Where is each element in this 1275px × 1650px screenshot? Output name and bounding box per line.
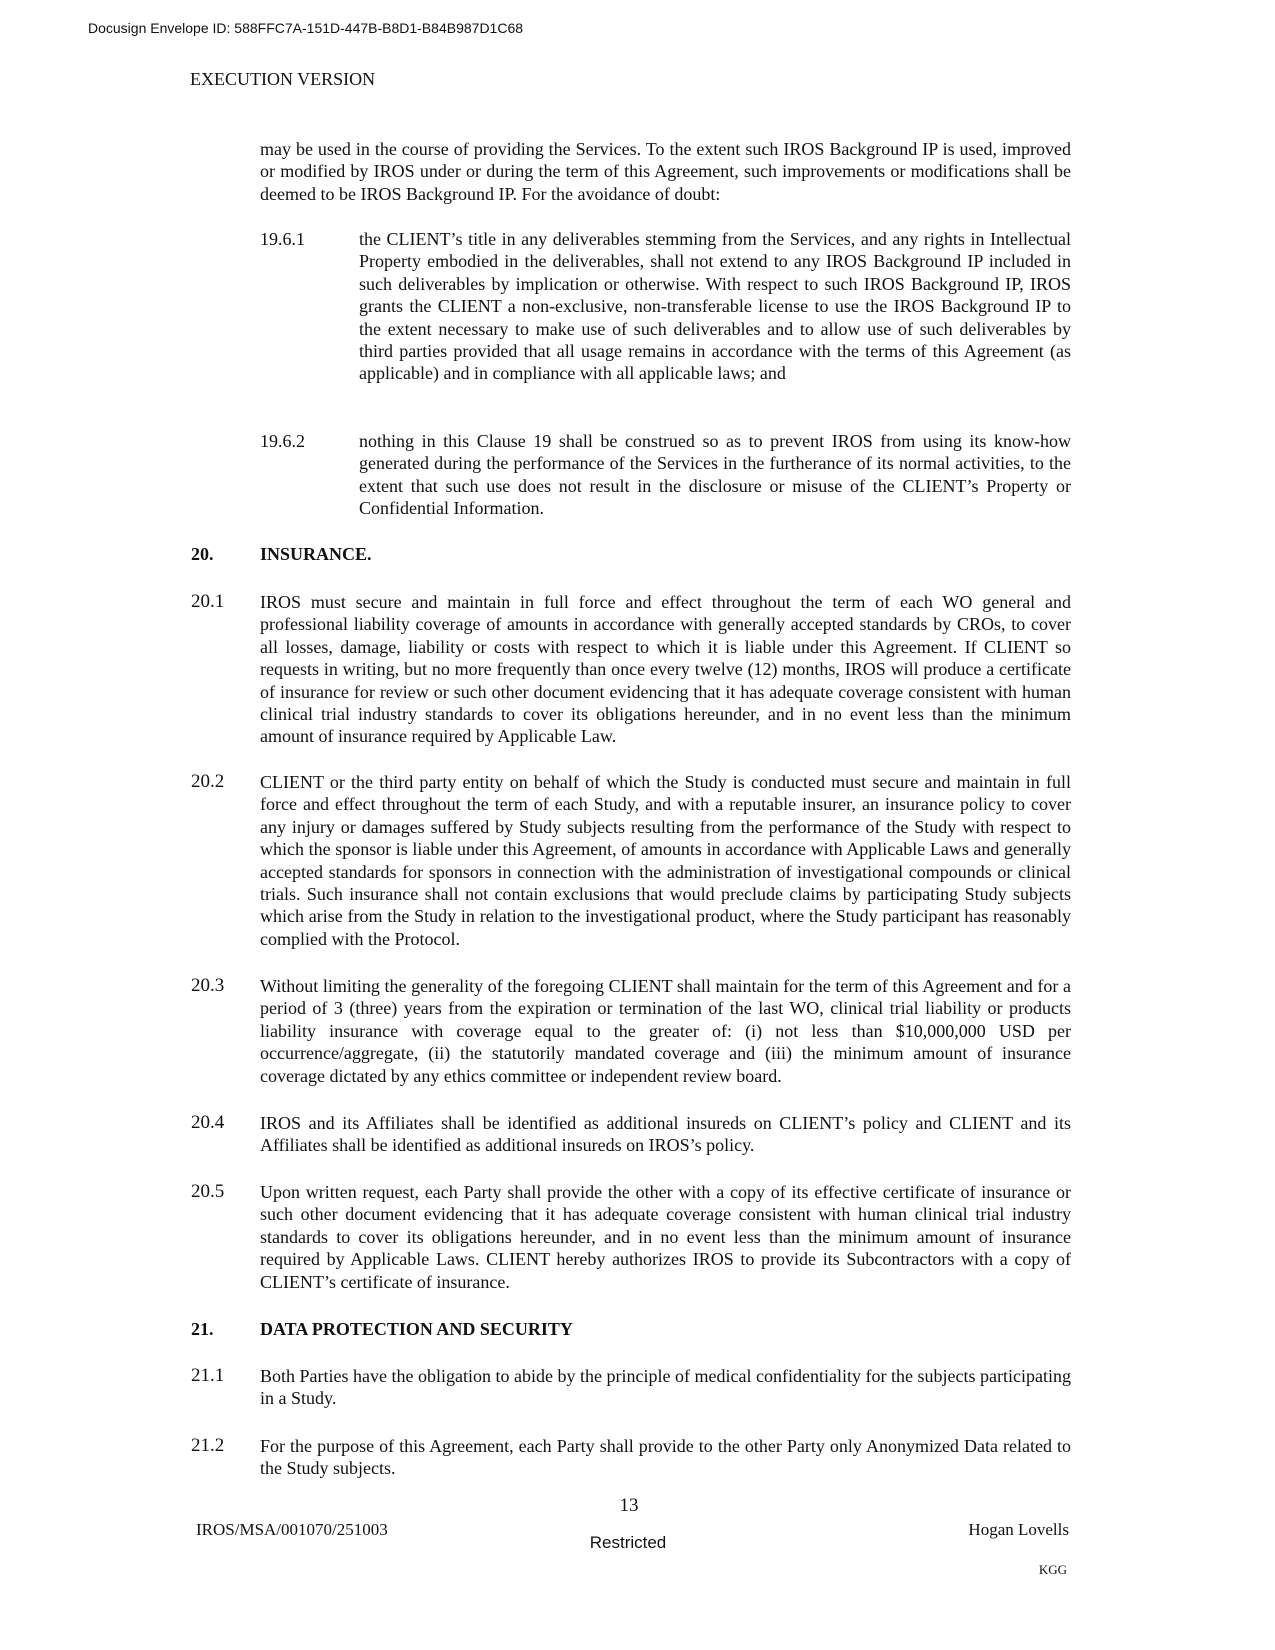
document-version-header: EXECUTION VERSION — [190, 69, 376, 89]
intro-paragraph: may be used in the course of providing the Services. To the extent such IROS Background IP is used, improved or modified by IROS under or during the term of this Agreement, such improvements or modifications shall be deemed to be IROS Background IP. For the avoidance of doubt: — [260, 139, 1071, 204]
clause-text: Upon written request, each Party shall provide the other with a copy of its effective certificate of insurance or such other document evidencing that it has adequate coverage consistent with human clinical trial industry standards to cover its obligations hereunder, and in no event less than the minimum amount of insurance required by Applicable Laws. CLIENT hereby authorizes IROS to provide its Subcontractors with a copy of CLIENT’s certificate of insurance. — [260, 1182, 1071, 1292]
clause-text: CLIENT or the third party entity on behalf of which the Study is conducted must secure and maintain in full force and effect throughout the term of each Study, and with a reputable insurer, an insurance policy to cover any injury or damages suffered by Study subjects resulting from the performance of the Study with respect to which the sponsor is liable under this Agreement, of amounts in accordance with Applicable Laws and generally accepted standards for sponsors in connection with the administration of investigational compounds or clinical trials. Such insurance shall not contain exclusions that would preclude claims by participating Study subjects which arise from the Study in relation to the investigational product, where the Study participant has reasonably complied with the Protocol. — [260, 772, 1071, 949]
clause-number: 21.1 — [191, 1365, 225, 1386]
section-heading: DATA PROTECTION AND SECURITY — [260, 1319, 573, 1339]
section-number: 21. — [191, 1319, 214, 1339]
subclause-text: the CLIENT’s title in any deliverables stemming from the Services, and any rights in Intellectual Property embodied in the deliverables, shall not extend to any IROS Background IP included in such deliverables by implication or otherwise. With respect to such IROS Background IP, IROS grants the CLIENT a non-exclusive, non-transferable license to use the IROS Background IP to the extent necessary to make use of such deliverables and to allow use of such deliverables by third parties provided that all usage remains in accordance with the terms of this Agreement (as applicable) and in compliance with all applicable laws; and — [359, 229, 1071, 384]
clause-text: Both Parties have the obligation to abide by the principle of medical confidentiality for the subjects participating in a Study. — [260, 1366, 1071, 1409]
clause-text: IROS must secure and maintain in full force and effect throughout the term of each WO general and professional liability coverage of amounts in accordance with generally accepted standards by CROs, to cover all losses, damage, liability or costs with respect to which it is liable under this Agreement. If CLIENT so requests in writing, but no more frequently than once every twelve (12) months, IROS will produce a certificate of insurance for review or such other document evidencing that it has adequate coverage consistent with human clinical trial industry standards to cover its obligations hereunder, and in no event less than the minimum amount of insurance required by Applicable Law. — [260, 592, 1071, 747]
clause-number: 21.2 — [191, 1435, 225, 1456]
document-reference: IROS/MSA/001070/251003 — [196, 1520, 388, 1539]
clause-number: 20.5 — [191, 1181, 225, 1202]
section-heading: INSURANCE. — [260, 544, 372, 564]
page-number: 13 — [619, 1495, 639, 1516]
subclause-number: 19.6.1 — [260, 229, 305, 249]
clause-number: 20.3 — [191, 975, 225, 996]
clause-text: Without limiting the generality of the foregoing CLIENT shall maintain for the term of this Agreement and for a period of 3 (three) years from the expiration or termination of the last WO, clinical trial liability or products liability insurance with coverage equal to the greater of: (i) not less than $10,000,000 USD per occurrence/aggregate, (ii) the statutorily mandated coverage and (iii) the minimum amount of insurance coverage dictated by any ethics committee or independent review board. — [260, 976, 1071, 1086]
clause-number: 20.4 — [191, 1112, 225, 1133]
clause-text: IROS and its Affiliates shall be identified as additional insureds on CLIENT’s policy and CLIENT and its Affiliates shall be identified as additional insureds on IROS’s policy. — [260, 1113, 1071, 1156]
docusign-envelope-id: Docusign Envelope ID: 588FFC7A-151D-447B-B8D1-B84B987D1C68 — [88, 20, 524, 36]
clause-number: 20.1 — [191, 591, 225, 612]
subclause-text: nothing in this Clause 19 shall be construed so as to prevent IROS from using its know-how generated during the performance of the Services in the furtherance of its normal activities, to the extent that such use does not result in the disclosure or misuse of the CLIENT’s Property or Confidential Information. — [359, 431, 1071, 519]
section-number: 20. — [191, 544, 214, 564]
initials: KGG — [1038, 1562, 1067, 1577]
clause-number: 20.2 — [191, 771, 225, 792]
subclause-number: 19.6.2 — [260, 431, 305, 451]
clause-text: For the purpose of this Agreement, each Party shall provide to the other Party only Anonymized Data related to the Study subjects. — [260, 1436, 1071, 1479]
classification-label: Restricted — [589, 1533, 667, 1552]
law-firm-name: Hogan Lovells — [968, 1520, 1069, 1539]
